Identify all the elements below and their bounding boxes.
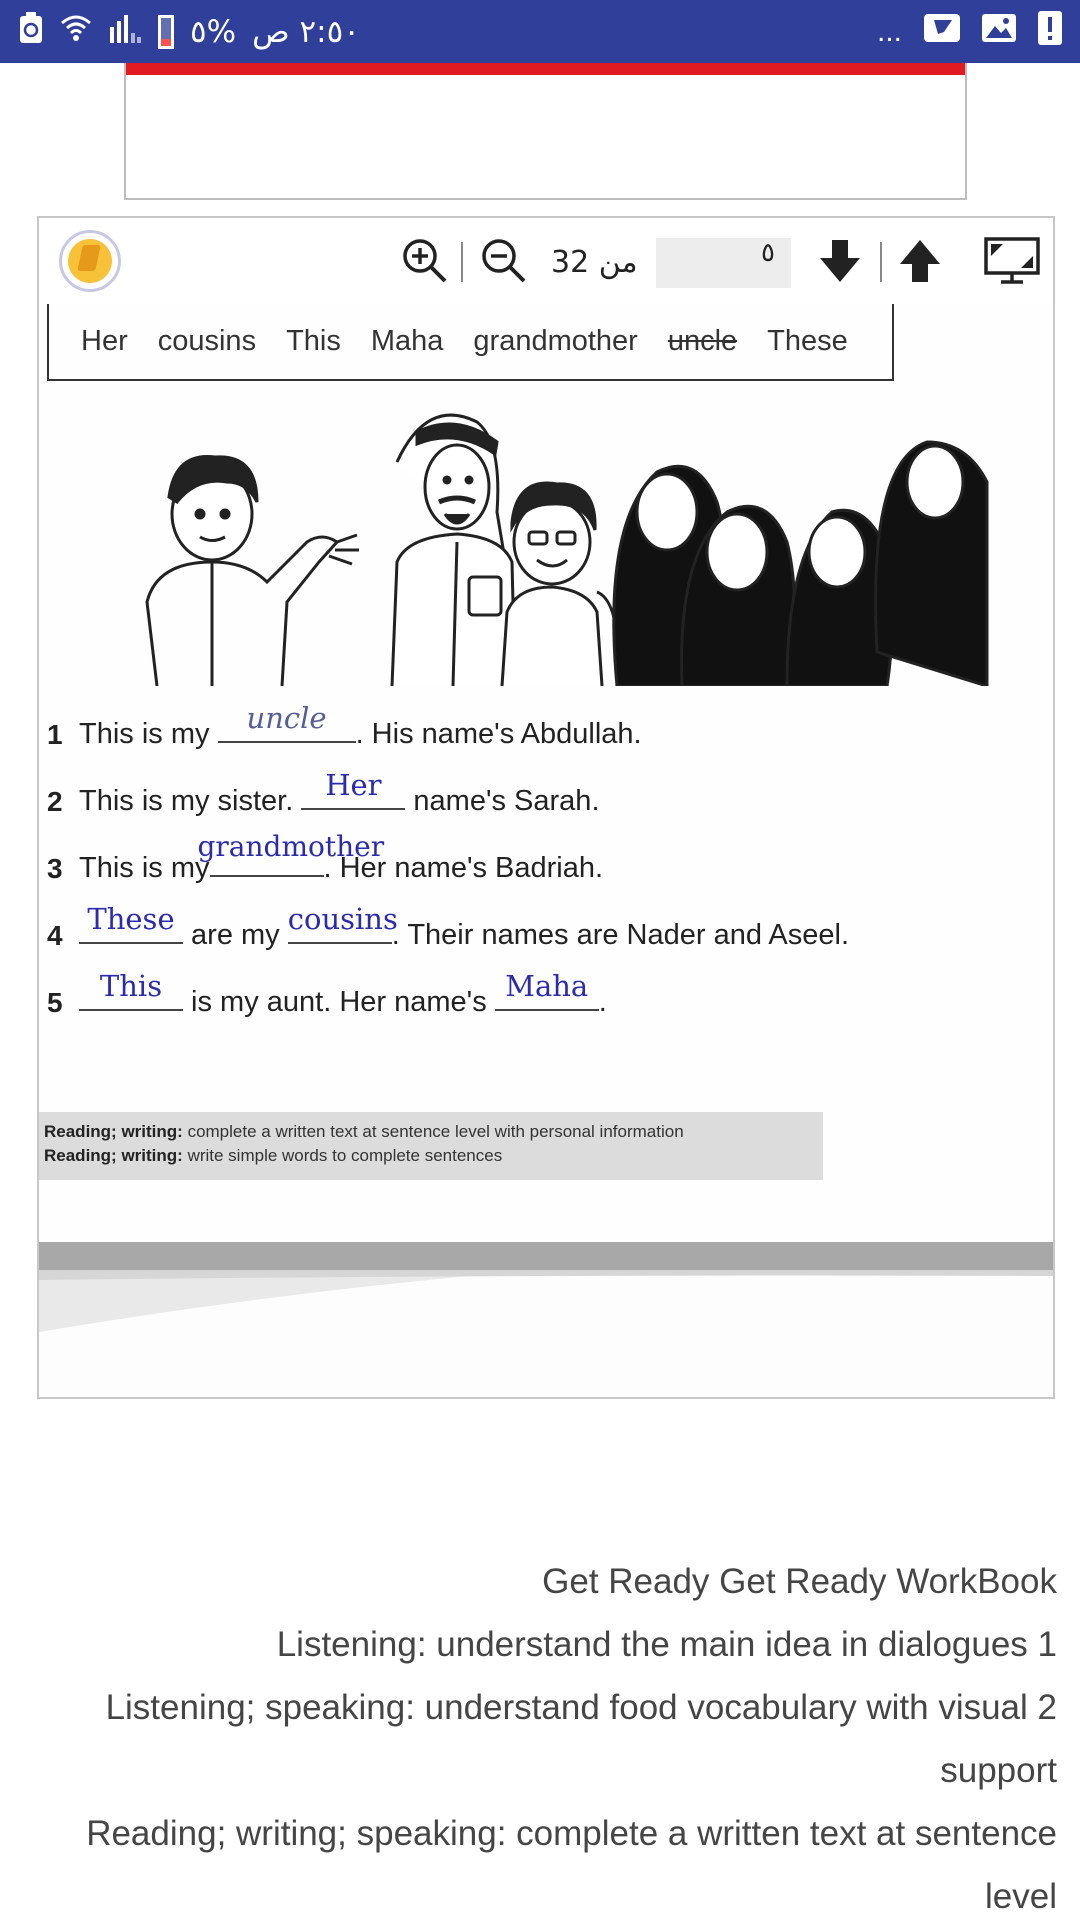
exercise-sentence (79, 902, 850, 952)
answer-blank[interactable] (218, 701, 356, 743)
sentence-text: name's Sarah. (405, 785, 600, 817)
description-line: Listening: understand the main idea in dialogues 1 (276, 1625, 1057, 1664)
sentence-text: . His name's Abdullah. (355, 718, 642, 750)
arrow-down-icon (818, 238, 862, 284)
status-bar (0, 0, 1080, 63)
word-bank-item: These (767, 325, 848, 357)
exercise-sentence (79, 701, 642, 751)
exercise-2 (47, 764, 1027, 824)
ad-accent-line (126, 63, 965, 75)
battery-percent: %٥ (190, 14, 237, 50)
handwritten-answer: cousins (287, 902, 398, 936)
arrow-up-icon (898, 238, 942, 284)
signal-icon (108, 13, 142, 51)
exercise-number: 2 (47, 786, 63, 817)
fullscreen-button[interactable] (983, 236, 1041, 286)
page-number-input[interactable]: ٥ (656, 238, 791, 288)
exercise-sentence (79, 768, 600, 818)
sentence-text: are my (183, 919, 288, 951)
word-bank-item: grandmother (473, 325, 638, 357)
book-description (17, 1550, 1057, 1928)
zoom-out-icon (479, 236, 529, 286)
answer-blank[interactable] (287, 902, 398, 944)
word-bank-item: cousins (157, 325, 257, 357)
grandfather-figure (392, 415, 515, 686)
sentence-text: This is my (79, 852, 210, 884)
exercise-number: 5 (47, 987, 63, 1018)
toolbar-separator (461, 242, 463, 282)
battery-icon (158, 15, 174, 49)
handwritten-answer: uncle (246, 701, 327, 735)
answer-blank[interactable] (79, 969, 183, 1011)
answer-blank[interactable] (79, 902, 183, 944)
handwritten-answer: Her (325, 768, 382, 802)
description-line: Get Ready Get Ready WorkBook (542, 1562, 1057, 1601)
sentence-text: This is my sister. (79, 785, 302, 817)
word-bank-item: Her (81, 325, 128, 357)
sentence-text: . Her name's Badriah. (323, 852, 604, 884)
objective-label: Reading; writing: (44, 1122, 183, 1141)
previous-page-button[interactable] (895, 236, 945, 286)
pdf-viewer (37, 216, 1055, 1399)
status-left (18, 10, 360, 54)
exercise-4 (47, 898, 1027, 958)
description-line: Listening; speaking: understand food vocabulary with visual 2 (105, 1688, 1057, 1727)
objective-text: complete a written text at sentence level with personal information (187, 1122, 684, 1141)
objective-row (44, 1146, 823, 1170)
alert-notification-icon (1038, 11, 1062, 53)
zoom-in-button[interactable] (400, 236, 450, 286)
app-logo-icon[interactable] (59, 230, 121, 292)
sentence-text: This is my (79, 718, 218, 750)
sentence-text: is my aunt. Her name's (183, 986, 495, 1018)
objective-label: Reading; writing: (44, 1146, 183, 1165)
sentence-text: . Their names are Nader and Aseel. (391, 919, 850, 951)
word-bank (47, 304, 894, 381)
page-divider (39, 1242, 1055, 1270)
zoom-out-button[interactable] (479, 236, 529, 286)
girls-group-figure (614, 442, 987, 686)
more-notifications: ... (876, 15, 902, 48)
exercise-number: 4 (47, 920, 63, 951)
image-notification-icon (982, 12, 1016, 52)
word-bank-item-used: uncle (667, 325, 738, 357)
description-line: Reading; writing; speaking: complete a written text at sentence (86, 1814, 1057, 1853)
learning-objectives (39, 1112, 823, 1180)
app-notification-icon (924, 12, 960, 52)
next-page-preview[interactable] (39, 1270, 1055, 1399)
viewer-toolbar (39, 218, 1055, 306)
status-right (877, 10, 1062, 54)
handwritten-answer: grandmother (197, 830, 385, 863)
exercise-number: 1 (47, 719, 63, 750)
next-page-button[interactable] (815, 236, 865, 286)
exercise-number: 3 (47, 853, 63, 884)
answer-blank[interactable] (197, 830, 385, 877)
clock: ٢:٥٠ ص (252, 14, 360, 50)
wifi-icon (60, 13, 92, 51)
description-line: level (985, 1877, 1057, 1916)
handwritten-answer: These (87, 902, 175, 936)
answer-blank[interactable] (495, 969, 599, 1011)
sentence-text: . (598, 986, 607, 1018)
exercise-sentence (79, 830, 604, 885)
exercise-sentence (79, 969, 607, 1019)
toolbar-separator (880, 242, 882, 282)
exercise-3 (47, 831, 1027, 891)
exercise-1 (47, 697, 1027, 757)
word-bank-item: Maha (370, 325, 444, 357)
next-page-swoosh (39, 1270, 1055, 1399)
word-bank-item: This (286, 325, 341, 357)
cousin-boy-figure (502, 483, 618, 686)
ad-banner[interactable] (124, 63, 967, 200)
total-pages-label: من 32 (551, 245, 638, 280)
objective-row (44, 1122, 823, 1146)
boy-figure (147, 457, 359, 687)
zoom-in-icon (400, 236, 450, 286)
objective-text: write simple words to complete sentences (187, 1146, 503, 1165)
handwritten-answer: This (99, 969, 163, 1003)
exercise-5 (47, 965, 1027, 1025)
document-page[interactable] (39, 304, 1055, 1399)
recycle-icon (18, 12, 44, 52)
fullscreen-monitor-icon (983, 236, 1041, 286)
family-illustration (97, 402, 1055, 686)
handwritten-answer: Maha (505, 969, 589, 1003)
description-line: support (940, 1751, 1057, 1790)
answer-blank[interactable] (301, 768, 405, 810)
